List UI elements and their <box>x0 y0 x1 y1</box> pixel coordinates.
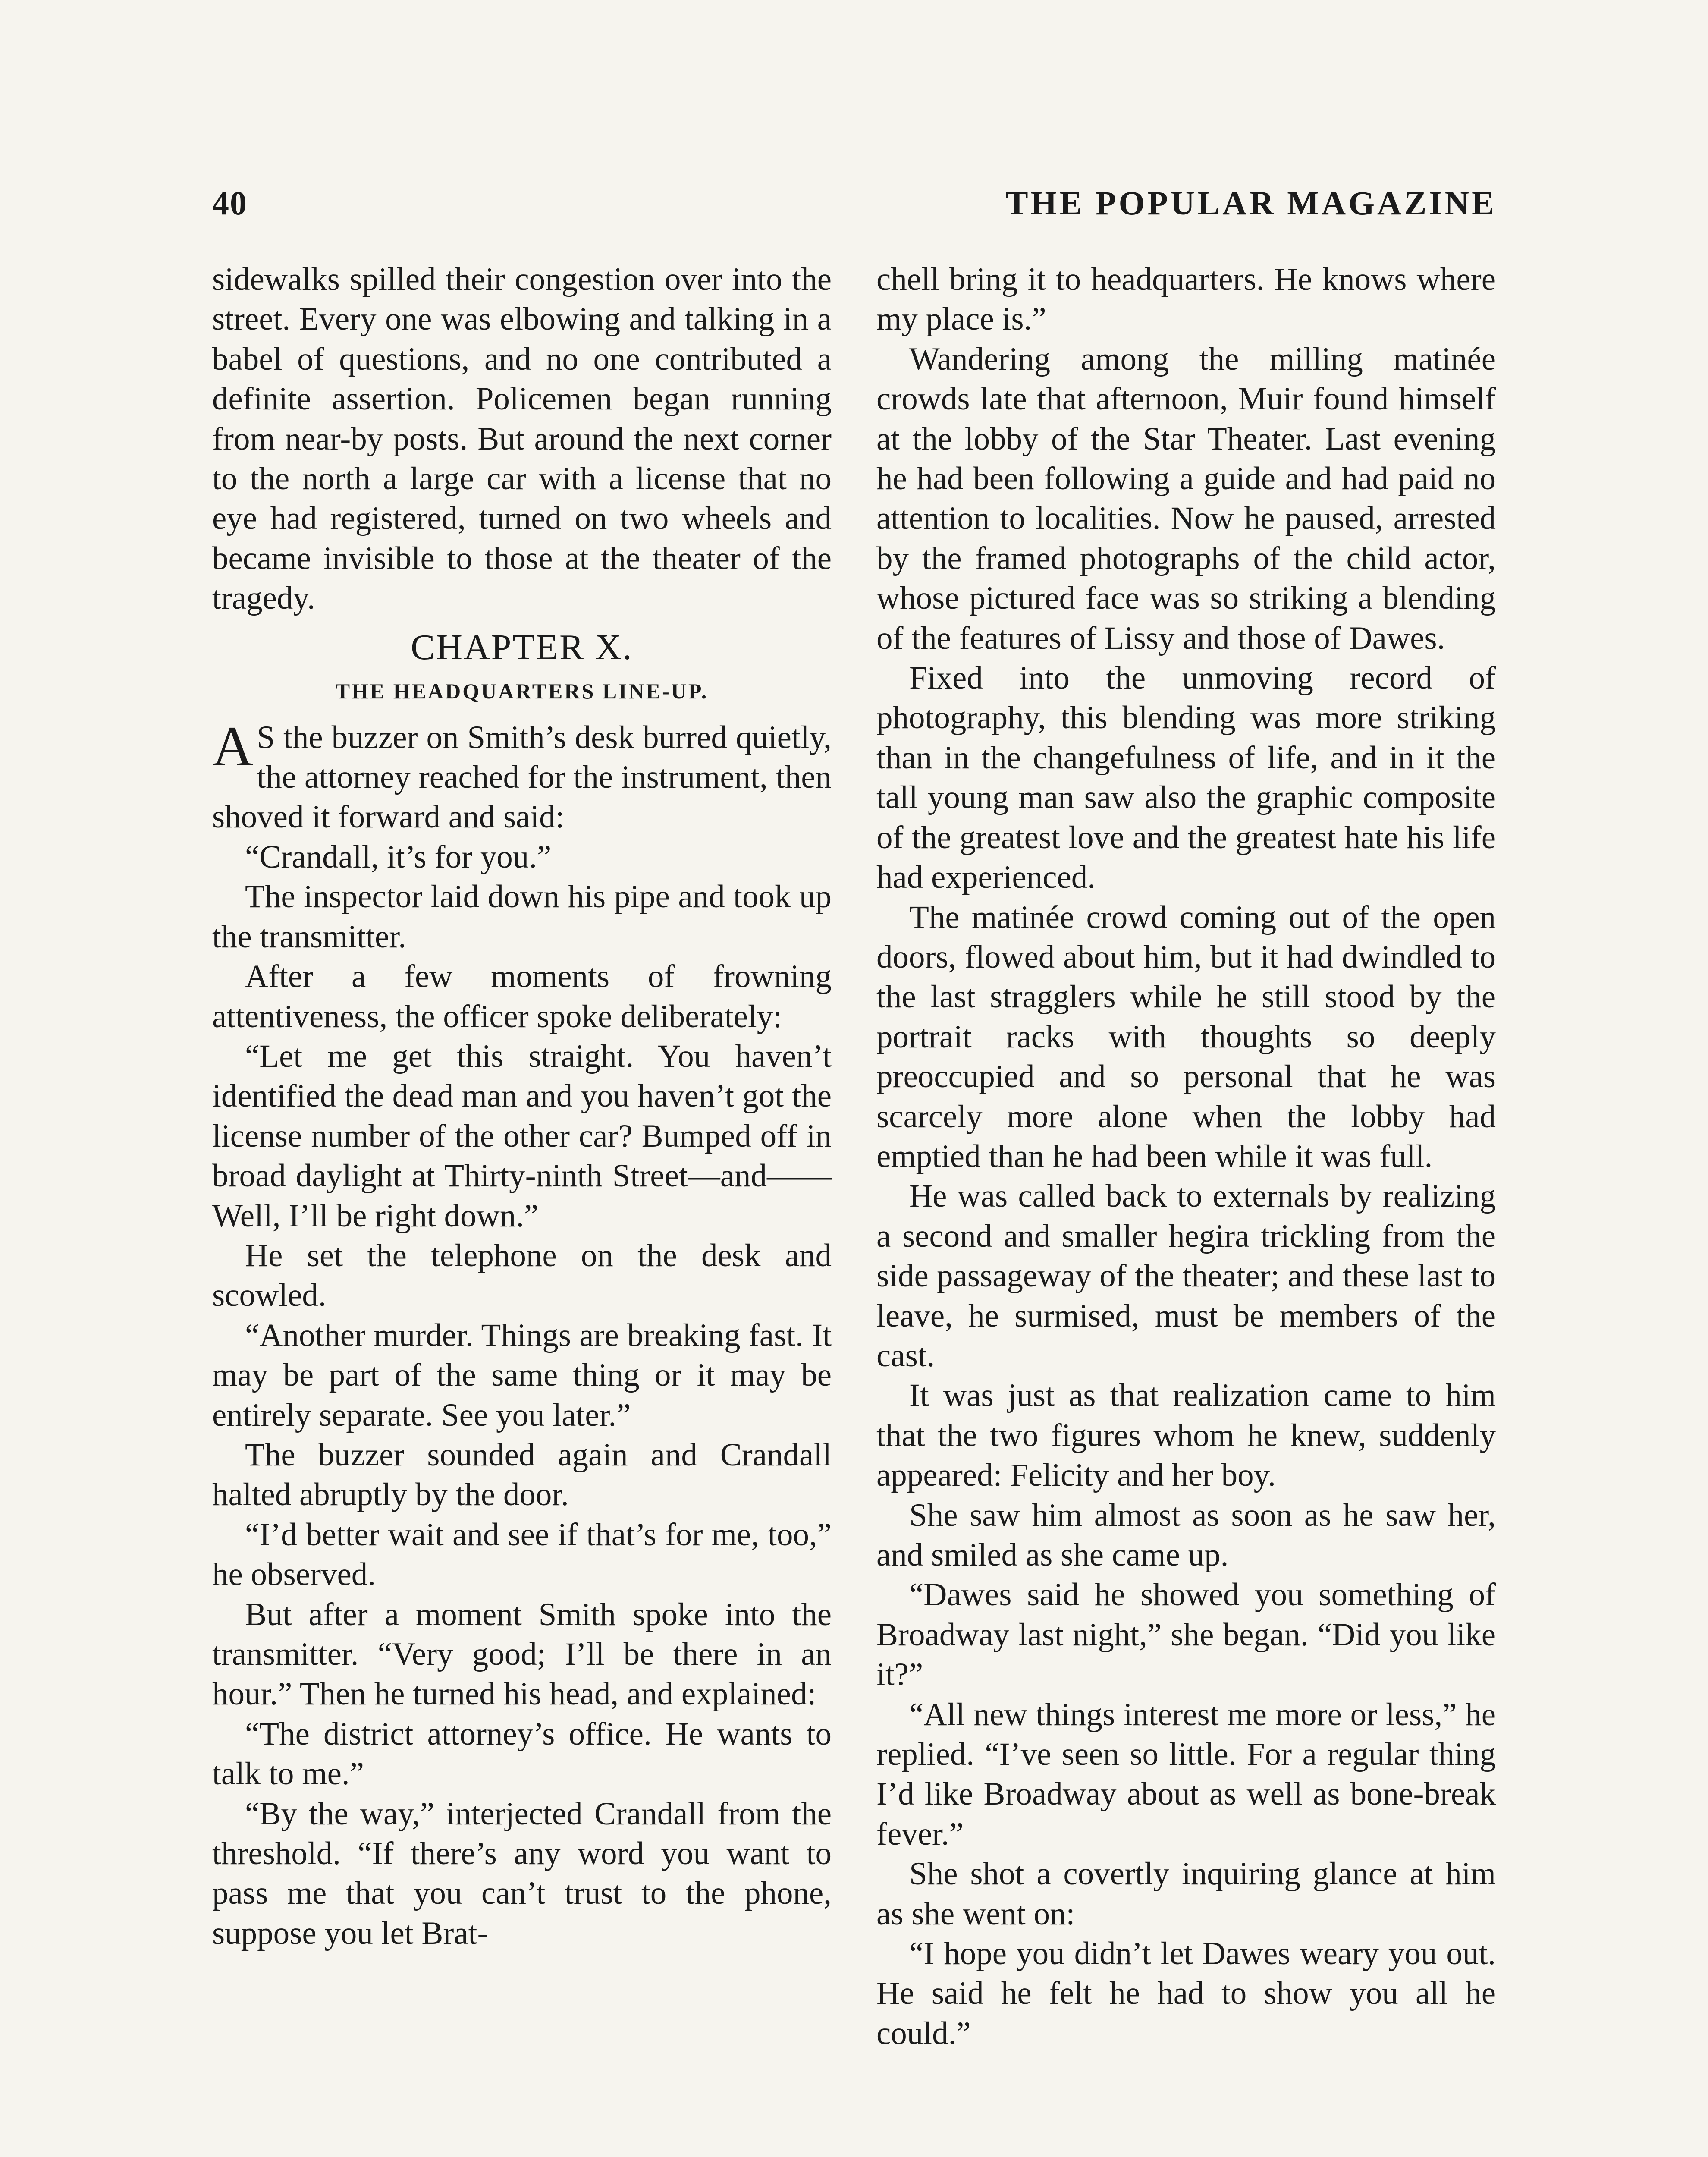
paragraph: “All new things interest me more or less,” he replied. “I’ve seen so little. For a regular thing I’d like Broadway about as well as bone-break fever.” <box>876 1696 1496 1852</box>
paragraph: He set the telephone on the desk and scowled. <box>212 1237 832 1314</box>
paragraph: “The district attorney’s office. He wants to talk to me.” <box>212 1716 832 1792</box>
paragraph: “Crandall, it’s for you.” <box>245 839 552 875</box>
opening-paragraph <box>212 714 832 837</box>
chapter-title: CHAPTER X. <box>411 627 633 667</box>
paragraph: “I’d better wait and see if that’s for me, too,” he observed. <box>212 1516 832 1593</box>
page-number: 40 <box>212 184 248 222</box>
paragraph: Fixed into the unmoving record of photography, this blending was more striking than in the changefulness of life, and in it the tall young man saw also the graphic composite of the greatest love and the greatest hate his life had experienced. <box>876 660 1496 896</box>
paragraph: She shot a covertly inquiring glance at him as she went on: <box>876 1856 1496 1932</box>
paragraph: “I hope you didn’t let Dawes weary you out. He said he felt he had to show you all he could.” <box>876 1936 1496 2051</box>
paragraph: He was called back to externals by realizing a second and smaller hegira trickling from the side passageway of the theater; and these last to leave, he surmised, must be members of the cast. <box>876 1178 1496 1374</box>
left-column <box>212 260 832 1953</box>
paragraph: “Dawes said he showed you something of Broadway last night,” she began. “Did you like it?” <box>876 1577 1496 1693</box>
paragraph: She saw him almost as soon as he saw her, and smiled as she came up. <box>876 1497 1496 1573</box>
opening-paragraph-text: S the buzzer on Smith’s desk burred quietly, the attorney reached for the instrument, then shoved it forward and said: <box>212 719 832 835</box>
drop-cap: A <box>212 714 254 778</box>
paragraph: “By the way,” interjected Crandall from the threshold. “If there’s any word you want to pass me that you can’t trust to the phone, suppose you let Brat- <box>212 1795 832 1951</box>
magazine-title: THE POPULAR MAGAZINE <box>1005 184 1497 222</box>
right-column <box>876 260 1496 2053</box>
paragraph: It was just as that realization came to him that the two figures whom he knew, suddenly appeared: Felicity and her boy. <box>876 1377 1496 1494</box>
chapter-subtitle: THE HEADQUARTERS LINE-UP. <box>335 679 709 703</box>
paragraph: But after a moment Smith spoke into the transmitter. “Very good; I’ll be there in an hour.” Then he turned his head, and explained: <box>212 1596 832 1712</box>
continued-paragraph: chell bring it to headquarters. He knows where my place is.” <box>876 261 1496 337</box>
paragraph: Wandering among the milling matinée crowds late that afternoon, Muir found himself at the lobby of the Star Theater. Last evening he had been following a guide and had paid no attention to localities. Now he paused, arrested by the framed photographs of the child actor, whose pictured face was so striking a blending of the features of Lissy and those of Dawes. <box>876 341 1496 656</box>
paragraph: The buzzer sounded again and Crandall halted abruptly by the door. <box>212 1437 832 1513</box>
continued-paragraph: sidewalks spilled their congestion over into the street. Every one was elbowing and talking in a babel of questions, and no one contributed a definite assertion. Policemen began running from near-by posts. But around the next corner to the north a large car with a license that no eye had registered, turned on two wheels and became invisible to those at the theater of the tragedy. <box>212 261 832 616</box>
paragraph: The matinée crowd coming out of the open doors, flowed about him, but it had dwindled to the last stragglers while he still stood by the portrait racks with thoughts so deeply preoccupied and so personal that he was scarcely more alone when the lobby had emptied than he had been while it was full. <box>876 899 1496 1174</box>
paragraph: The inspector laid down his pipe and took up the transmitter. <box>212 879 832 955</box>
paragraph: “Let me get this straight. You haven’t identified the dead man and you haven’t got the license number of the other car? Bumped off in broad daylight at Thirty-ninth Street—and—— Well, I’ll be right down.” <box>212 1038 832 1234</box>
paragraph: After a few moments of frowning attentiveness, the officer spoke deliberately: <box>212 959 832 1034</box>
paragraph: “Another murder. Things are breaking fast. It may be part of the same thing or it may be entirely separate. See you later.” <box>212 1317 832 1433</box>
